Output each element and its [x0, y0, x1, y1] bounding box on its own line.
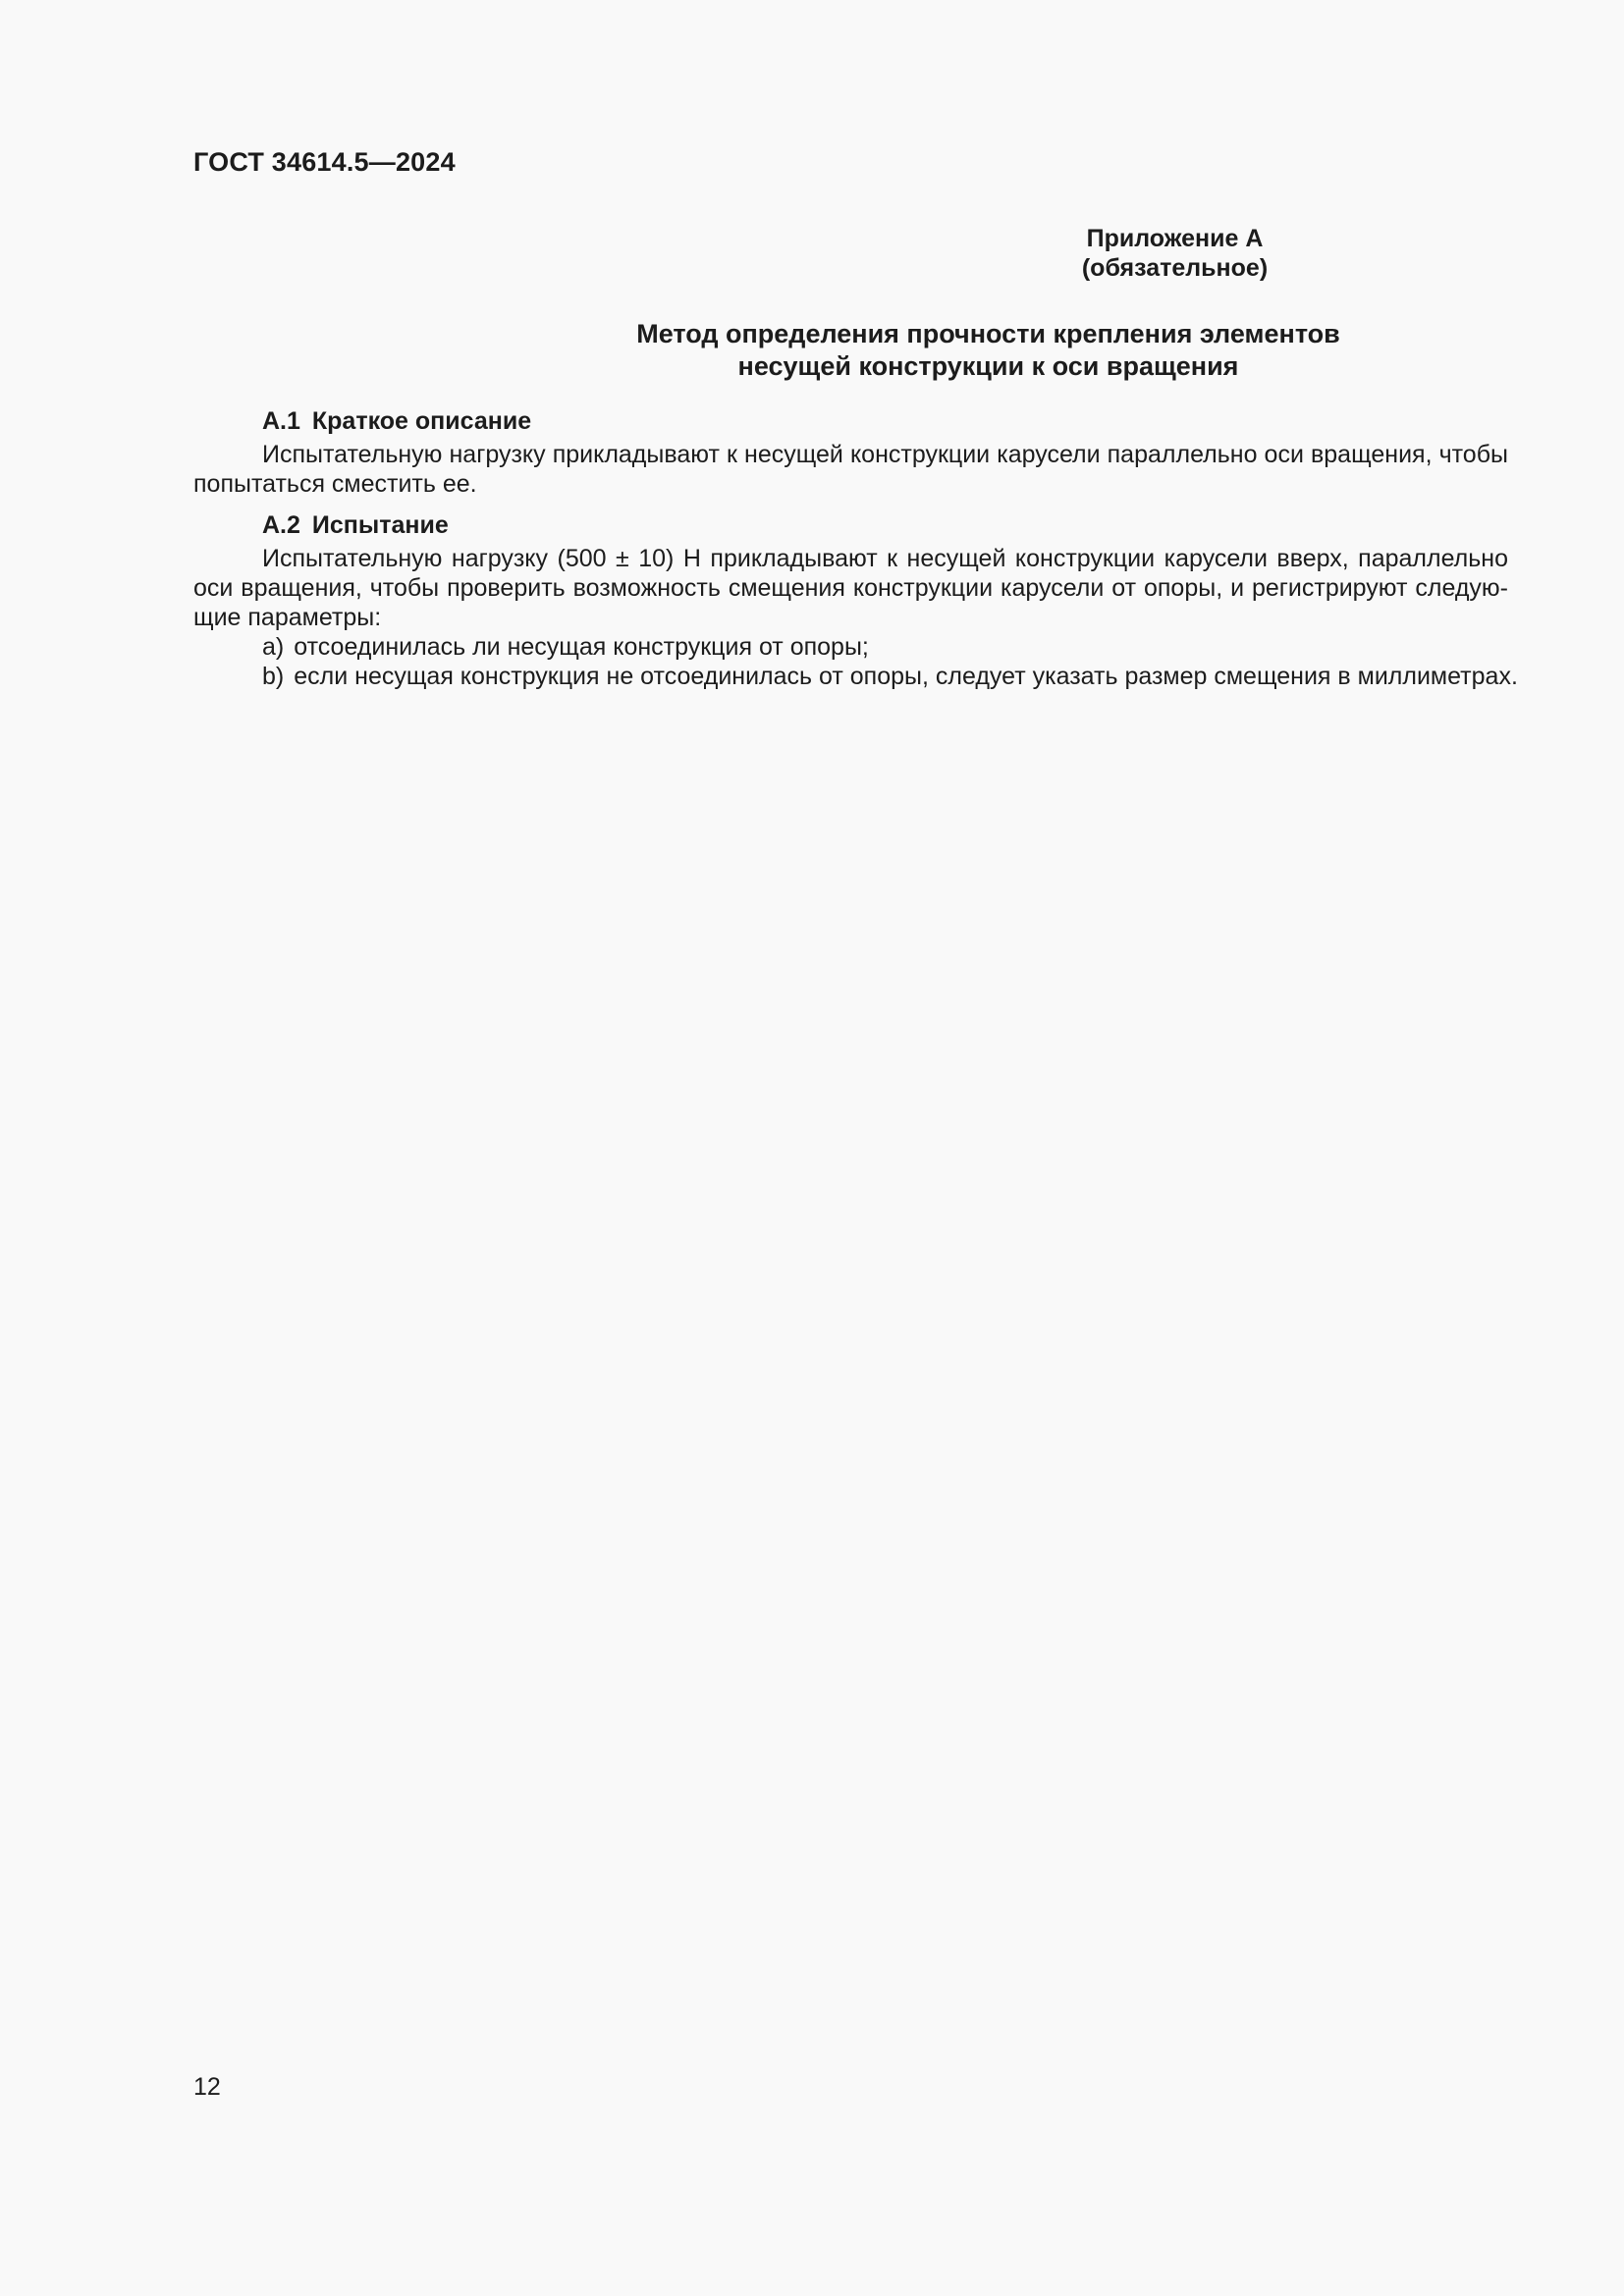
parameter-list: [193, 632, 1518, 691]
section-a1-title: Краткое описание: [311, 407, 532, 435]
annex-heading: [468, 224, 1624, 283]
section-a1-paragraph: Испытательную нагрузку прикладывают к несущей конструкции карусели параллельно оси вращения, чтобы попытаться сместить ее.: [193, 441, 1508, 498]
section-a2-paragraph: Испытательную нагрузку (500 ± 10) Н прикладывают к несущей конструкции карусели вверх, параллельно оси вращения, чтобы проверить возможность смещения конструкции карусели от опоры, и регистрируют следующие параметры:: [193, 545, 1508, 631]
list-item-text: отсоединилась ли несущая конструкция от опоры;: [294, 633, 869, 661]
list-item: [193, 662, 1518, 691]
section-a1-heading: [193, 406, 1508, 436]
section-a2: [193, 510, 1518, 691]
list-item-marker: a): [262, 633, 285, 661]
standard-designation: ГОСТ 34614.5—2024: [193, 147, 456, 177]
section-a1-number: А.1: [262, 407, 300, 435]
list-item: [193, 632, 1508, 662]
annex-title-line-2: несущей конструкции к оси вращения: [737, 351, 1239, 381]
annex-status: (обязательное): [1081, 254, 1269, 282]
annex-title-line-1: Метод определения прочности крепления элементов: [636, 319, 1340, 348]
section-a2-title: Испытание: [311, 511, 449, 539]
list-item-text: если несущая конструкция не отсоединилась от опоры, следует указать размер смещения в миллиметрах.: [294, 663, 1518, 690]
page-content: [193, 224, 1518, 691]
section-a2-number: А.2: [262, 511, 300, 539]
annex-label: Приложение А: [1086, 225, 1264, 252]
section-a1: [193, 406, 1508, 499]
section-a2-heading: [193, 510, 1508, 540]
annex-title: [331, 318, 1624, 383]
page-number: 12: [193, 2073, 221, 2101]
list-item-marker: b): [262, 663, 285, 690]
